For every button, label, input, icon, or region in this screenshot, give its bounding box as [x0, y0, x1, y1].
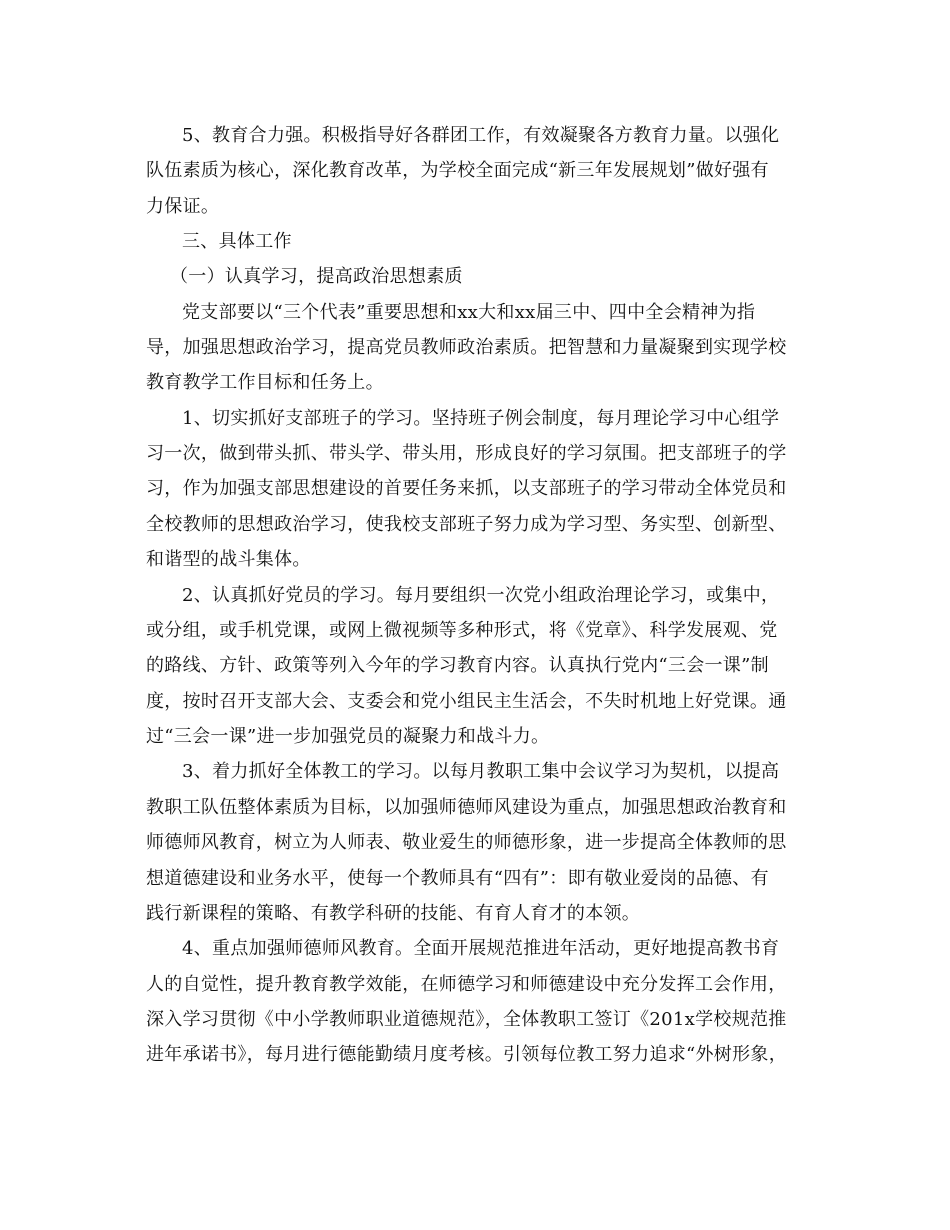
text-line: 或分组，或手机党课，或网上微视频等多种形式，将《党章》、科学发展观、党	[146, 620, 778, 641]
text-line: 的路线、方针、政策等列入今年的学习教育内容。认真执行党内“三会一课”制	[146, 655, 769, 676]
text-line: 力保证。	[146, 196, 220, 217]
text-line: 3、着力抓好全体教工的学习。以每月教职工集中会议学习为契机，以提高	[182, 761, 780, 782]
text-line: 教职工队伍整体素质为目标，以加强师德师风建设为重点，加强思想政治教育和	[146, 797, 787, 818]
text-line: 深入学习贯彻《中小学教师职业道德规范》，全体教职工签订《201x学校规范推	[146, 1009, 787, 1030]
text-line: 想道德建设和业务水平，使每一个教师具有“四有”：即有敬业爱岗的品德、有	[146, 868, 769, 889]
text-line: 5、教育合力强。积极指导好各群团工作，有效凝聚各方教育力量。以强化	[182, 125, 780, 146]
text-line: 人的自觉性，提升教育教学效能，在师德学习和师德建设中充分发挥工会作用，	[146, 974, 787, 995]
text-line: 导，加强思想政治学习，提高党员教师政治素质。把智慧和力量凝聚到实现学校	[146, 337, 787, 358]
text-line: 践行新课程的策略、有教学科研的技能、有育人育才的本领。	[146, 903, 641, 924]
text-line: 教育教学工作目标和任务上。	[146, 372, 384, 393]
text-line: 2、认真抓好党员的学习。每月要组织一次党小组政治理论学习，或集中，	[182, 585, 780, 606]
subsection-heading: （一）认真学习，提高政治思想素质	[170, 266, 463, 287]
text-line: 度，按时召开支部大会、支委会和党小组民主生活会，不失时机地上好党课。通	[146, 691, 787, 712]
text-line: 过“三会一课”进一步加强党员的凝聚力和战斗力。	[146, 726, 550, 747]
text-line: 队伍素质为核心，深化教育改革，为学校全面完成“新三年发展规划”做好强有	[146, 160, 769, 181]
section-heading: 三、具体工作	[182, 231, 292, 252]
text-line: 师德师风教育，树立为人师表、敬业爱生的师德形象，进一步提高全体教师的思	[146, 832, 787, 853]
text-line: 全校教师的思想政治学习，使我校支部班子努力成为学习型、务实型、创新型、	[146, 514, 787, 535]
text-line: 1、切实抓好支部班子的学习。坚持班子例会制度，每月理论学习中心组学	[182, 408, 780, 429]
text-line: 习一次，做到带头抓、带头学、带头用，形成良好的学习氛围。把支部班子的学	[146, 443, 787, 464]
text-line: 党支部要以“三个代表”重要思想和xx大和xx届三中、四中全会精神为指	[182, 302, 756, 323]
text-line: 和谐型的战斗集体。	[146, 549, 311, 570]
text-line: 4、重点加强师德师风教育。全面开展规范推进年活动，更好地提高教书育	[182, 938, 780, 959]
text-line: 习，作为加强支部思想建设的首要任务来抓，以支部班子的学习带动全体党员和	[146, 478, 787, 499]
text-line: 进年承诺书》，每月进行德能勤绩月度考核。引领每位教工努力追求“外树形象，	[146, 1044, 787, 1065]
